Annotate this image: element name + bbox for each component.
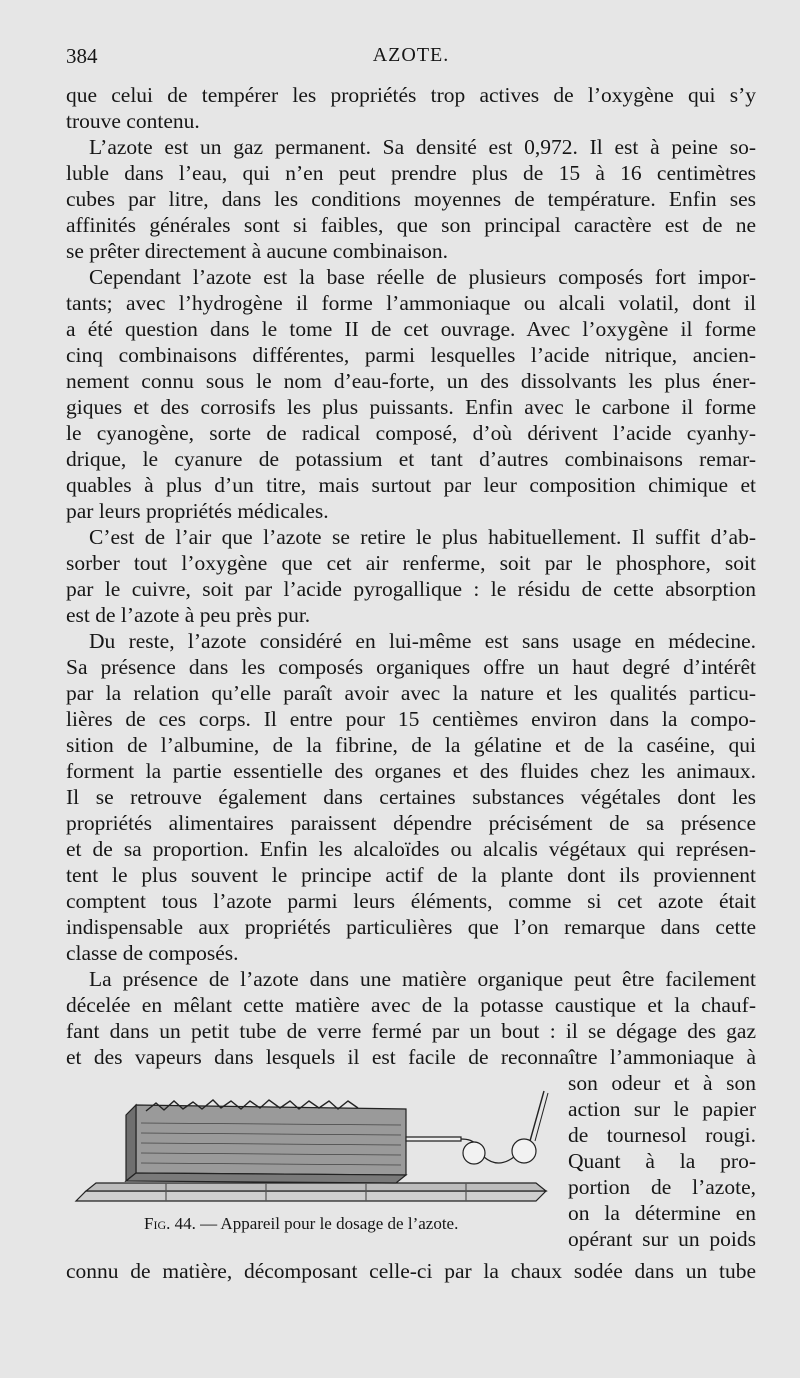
text-line: nement connu sous le nom d’eau-forte, un des dissolvants les plus éner- — [66, 369, 756, 393]
text-line: Du reste, l’azote considéré en lui-même est sans usage en médecine. — [89, 629, 756, 653]
text-line: Cependant l’azote est la base réelle de plusieurs composés fort impor- — [89, 265, 756, 289]
text-line: par leurs propriétés médicales. — [66, 499, 329, 523]
text-line: L’azote est un gaz permanent. Sa densité est 0,972. Il est à peine so- — [89, 135, 756, 159]
text-line: sition de l’albumine, de la fibrine, de la gélatine et de la caséine, qui — [66, 733, 756, 757]
text-line: giques et des corrosifs les plus puissants. Enfin avec le carbone il forme — [66, 395, 756, 419]
text-line: La présence de l’azote dans une matière organique peut être facilement — [89, 967, 756, 991]
text-line: action sur le papier — [568, 1097, 756, 1121]
text-line: que celui de tempérer les propriétés trop actives de l’oxygène qui s’y — [66, 83, 756, 107]
text-line: cinq combinaisons différentes, parmi lesquelles l’acide nitrique, ancien- — [66, 343, 756, 367]
text-line: sorber tout l’oxygène que cet air renferme, soit par le phosphore, soit — [66, 551, 756, 575]
combustion-furnace-icon — [66, 1083, 566, 1213]
text-line: de tournesol rougi. — [568, 1123, 756, 1147]
text-line: par le cuivre, soit par l’acide pyrogallique : le résidu de cette absorption — [66, 577, 756, 601]
text-line: décelée en mêlant cette matière avec de la potasse caustique et la chauf- — [66, 993, 756, 1017]
text-line: C’est de l’air que l’azote se retire le plus habituellement. Il suffit d’ab- — [89, 525, 756, 549]
text-line: connu de matière, décomposant celle-ci par la chaux sodée dans un tube — [66, 1259, 756, 1283]
page-number: 384 — [66, 44, 98, 68]
text-line: a été question dans le tome II de cet ouvrage. Avec l’oxygène il forme — [66, 317, 756, 341]
figure-label: Fig. 44. — [144, 1214, 196, 1233]
text-line: quables à plus d’un titre, mais surtout par leur composition chimique et — [66, 473, 756, 497]
text-line: propriétés alimentaires paraissent dépendre précisément de sa présence — [66, 811, 756, 835]
text-line: affinités générales sont si faibles, que son principal caractère est de ne — [66, 213, 756, 237]
text-line: Il se retrouve également dans certaines substances végétales dont les — [66, 785, 756, 809]
text-line: forment la partie essentielle des organes et des fluides chez les animaux. — [66, 759, 756, 783]
text-line: et de sa proportion. Enfin les alcaloïdes ou alcalis végétaux qui représen- — [66, 837, 756, 861]
text-line: par la relation qu’elle paraît avoir avec la nature et les qualités particu- — [66, 681, 756, 705]
text-line: tent le plus souvent le principe actif de la plante dont ils proviennent — [66, 863, 756, 887]
text-line: portion de l’azote, — [568, 1175, 756, 1199]
text-line: on la détermine en — [568, 1201, 756, 1225]
body-text — [66, 82, 756, 1252]
text-line: indispensable aux propriétés particulières que l’on remarque dans cette — [66, 915, 756, 939]
text-line: est de l’azote à peu près pur. — [66, 603, 311, 627]
figure-caption — [144, 1214, 564, 1234]
page-header — [66, 44, 756, 74]
text-line: trouve contenu. — [66, 109, 200, 133]
text-line: opérant sur un poids — [568, 1227, 756, 1251]
text-line: se prêter directement à aucune combinaison. — [66, 239, 449, 263]
text-line: Quant à la pro- — [568, 1149, 756, 1173]
text-line: drique, le cyanure de potassium et tant d’autres combinaisons remar- — [66, 447, 756, 471]
text-line: classe de composés. — [66, 941, 239, 965]
body-text-end — [66, 1258, 756, 1284]
text-line: comptent tous l’azote parmi leurs éléments, comme si cet azote était — [66, 889, 756, 913]
text-line: et des vapeurs dans lesquels il est facile de reconnaître l’ammoniaque à — [66, 1045, 756, 1069]
text-line: cubes par litre, dans les conditions moyennes de température. Enfin ses — [66, 187, 756, 211]
text-line: luble dans l’eau, qui n’en peut prendre plus de 15 à 16 centimètres — [66, 161, 756, 185]
text-line: lières de ces corps. Il entre pour 15 centièmes environ dans la compo- — [66, 707, 756, 731]
text-line: le cyanogène, sorte de radical composé, d’où dérivent l’acide cyanhy- — [66, 421, 756, 445]
text-line: Sa présence dans les composés organiques offre un haut degré d’intérêt — [66, 655, 756, 679]
text-line: son odeur et à son — [568, 1071, 756, 1095]
figure-44 — [66, 1083, 566, 1243]
figure-caption-text: — Appareil pour le dosage de l’azote. — [200, 1214, 459, 1233]
running-title: AZOTE. — [372, 44, 450, 66]
text-line: fant dans un petit tube de verre fermé par un bout : il se dégage des gaz — [66, 1019, 756, 1043]
text-line: tants; avec l’hydrogène il forme l’ammoniaque ou alcali volatil, dont il — [66, 291, 756, 315]
